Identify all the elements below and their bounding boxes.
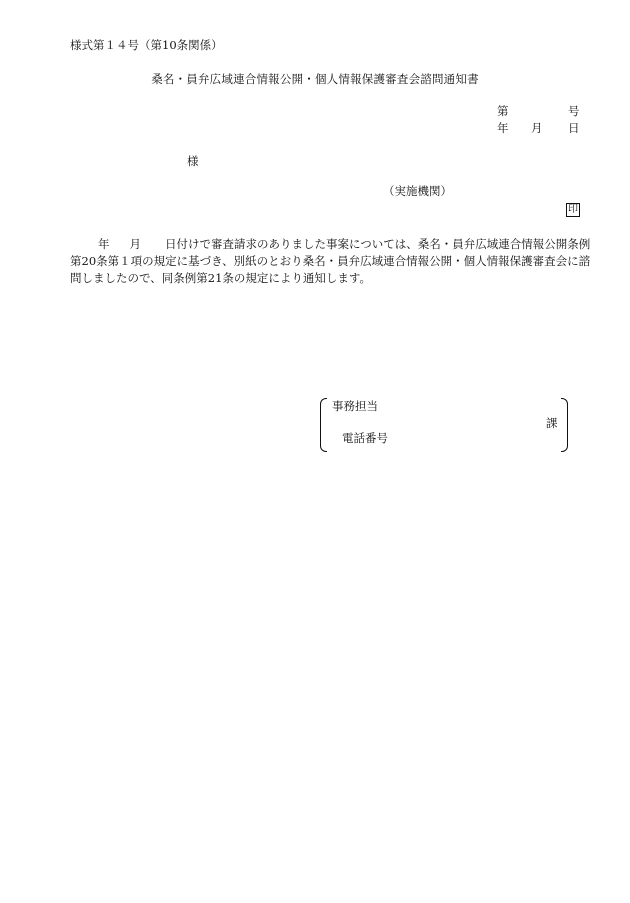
body-year-label: 年 [98, 237, 110, 251]
contact-bracket-right [561, 398, 568, 452]
addressee-honorific: 様 [187, 154, 199, 168]
implementing-agency-label: （実施機関） [383, 184, 452, 198]
contact-office-label: 事務担当 [332, 399, 378, 413]
body-month-label: 月 [129, 237, 141, 251]
date-month-label: 月 [531, 121, 543, 135]
contact-phone-label: 電話番号 [342, 431, 388, 445]
notice-body [70, 236, 591, 287]
body-line-3: 問しましたので、同条例第21条の規定により通知します。 [70, 271, 371, 285]
contact-section-label: 課 [546, 416, 558, 430]
contact-box [320, 398, 568, 452]
body-line-2: 第20条第１項の規定に基づき、別紙のとおり桑名・員弁広域連合情報公開・個人情報保護審査会に諮 [70, 254, 591, 268]
reference-number-prefix: 第 [497, 104, 509, 118]
seal-mark: 印 [568, 204, 578, 215]
body-line-1 [70, 236, 591, 253]
date-day-label: 日 [568, 121, 580, 135]
form-number: 様式第１４号（第10条関係） [70, 38, 223, 52]
reference-number-suffix: 号 [568, 104, 580, 118]
body-line-1-text: 日付けで審査請求のありました事案については、桑名・員弁広域連合情報公開条例 [165, 237, 591, 251]
contact-bracket-left [320, 398, 327, 452]
document-title: 桑名・員弁広域連合情報公開・個人情報保護審査会諮問通知書 [151, 72, 479, 86]
date-year-label: 年 [497, 121, 509, 135]
